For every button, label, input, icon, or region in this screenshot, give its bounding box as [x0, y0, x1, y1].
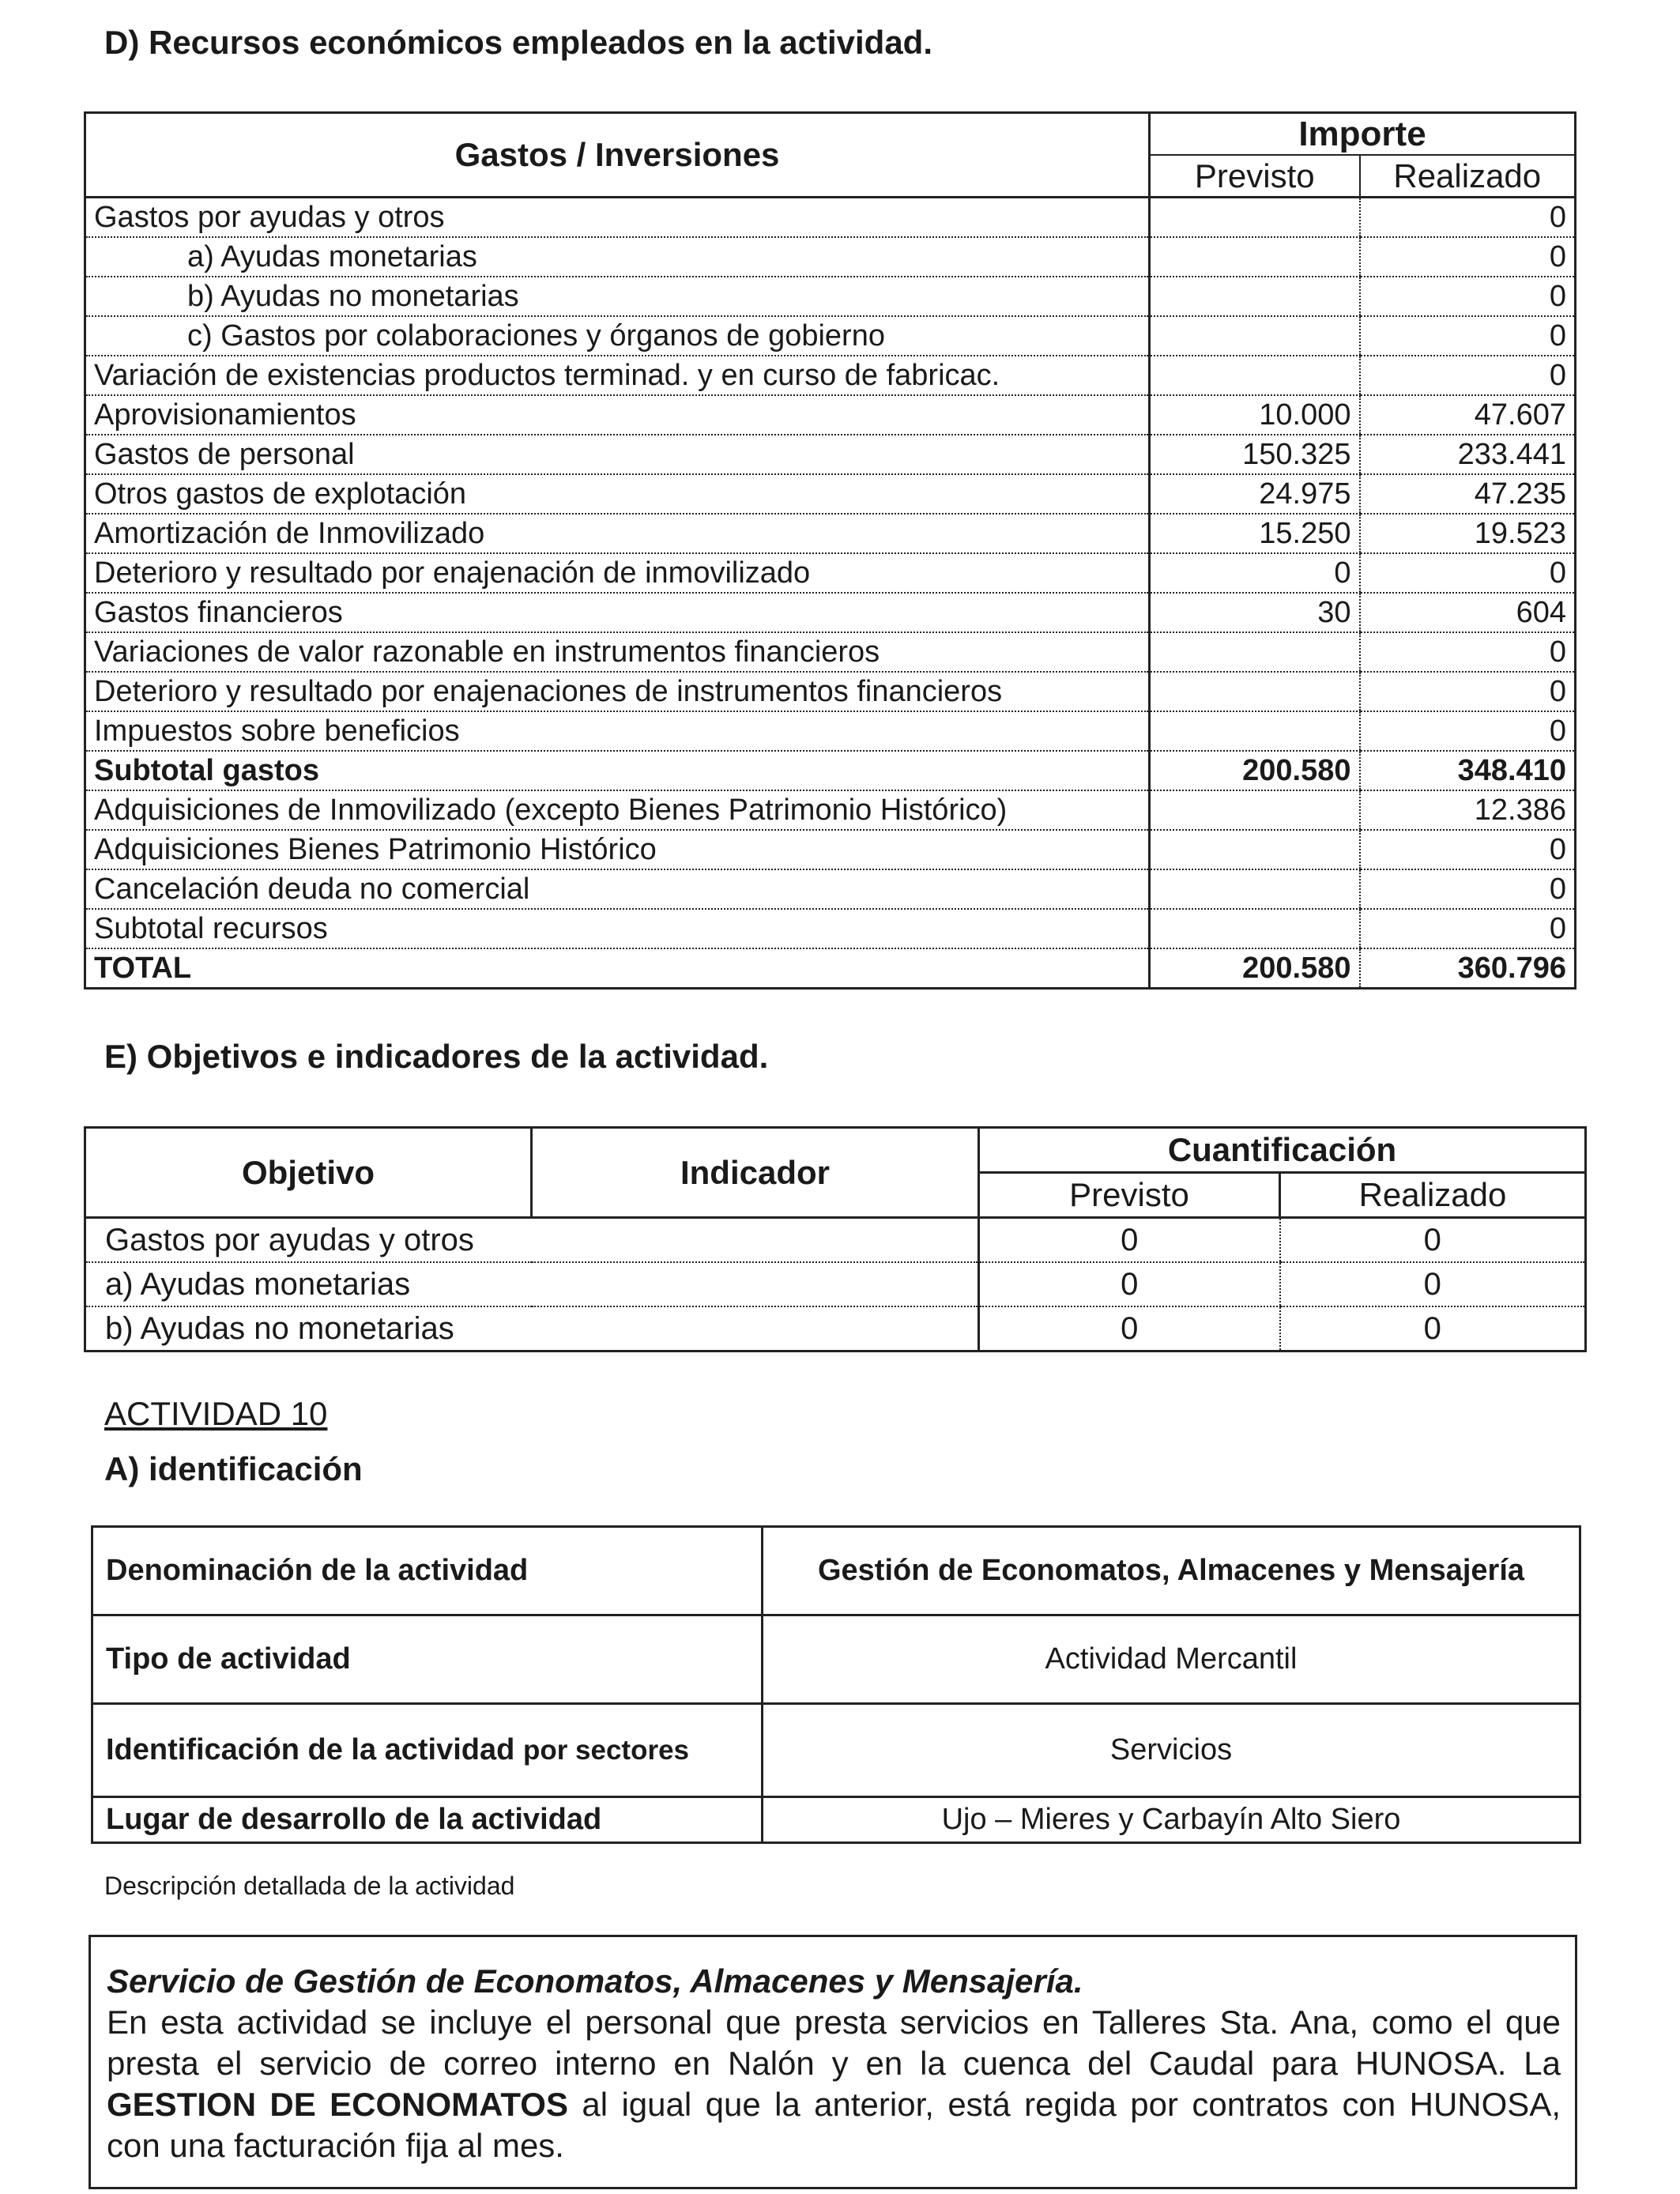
activity-heading: ACTIVIDAD 10	[104, 1395, 328, 1432]
table-row	[85, 909, 1576, 948]
header-previsto: Previsto	[1150, 155, 1360, 198]
objective-realizado: 0	[1280, 1306, 1586, 1351]
description-text-1: En esta actividad se incluye el personal que presta servicios en Talleres Sta. Ana, como el que presta el servicio de correo interno en Nalón y en la cuenca del Caudal para HUNOSA. La	[107, 2004, 1561, 2082]
table-row	[85, 1218, 1586, 1263]
activity-subheading: A) identificación	[104, 1450, 363, 1487]
table-row	[85, 869, 1576, 909]
row-previsto	[1150, 672, 1360, 711]
row-label: b) Ayudas no monetarias	[85, 277, 1150, 316]
description-text-bold: GESTION DE ECONOMATOS	[107, 2086, 568, 2123]
row-previsto	[1150, 632, 1360, 672]
row-label: Impuestos sobre beneficios	[85, 711, 1150, 751]
table-row	[85, 277, 1576, 316]
row-label: Adquisiciones de Inmovilizado (excepto Bienes Patrimonio Histórico)	[85, 790, 1150, 830]
table-row	[85, 632, 1576, 672]
row-realizado: 12.386	[1360, 790, 1576, 830]
table-row	[85, 948, 1576, 989]
row-realizado: 233.441	[1360, 435, 1576, 474]
table-row	[85, 553, 1576, 593]
row-previsto	[1150, 237, 1360, 277]
row-label: c) Gastos por colaboraciones y órganos de gobierno	[85, 316, 1150, 356]
header-realizado: Realizado	[1360, 155, 1576, 198]
table-row	[85, 790, 1576, 830]
objective-label: b) Ayudas no monetarias	[85, 1306, 979, 1351]
row-label: Gastos financieros	[85, 593, 1150, 632]
description-label: Descripción detallada de la actividad	[104, 1872, 515, 1900]
row-previsto: 200.580	[1150, 948, 1360, 989]
row-realizado: 0	[1360, 553, 1576, 593]
row-previsto	[1150, 316, 1360, 356]
row-previsto: 24.975	[1150, 474, 1360, 514]
value-identificacion: Servicios	[763, 1704, 1580, 1797]
row-realizado: 0	[1360, 909, 1576, 948]
row-realizado: 0	[1360, 711, 1576, 751]
description-title: Servicio de Gestión de Economatos, Almacenes y Mensajería.	[107, 1962, 1083, 2000]
objective-previsto: 0	[979, 1262, 1280, 1306]
header-e-previsto: Previsto	[979, 1173, 1280, 1218]
activity-identification-table	[91, 1525, 1581, 1844]
row-label: Gastos por ayudas y otros	[85, 198, 1150, 238]
row-realizado: 0	[1360, 672, 1576, 711]
row-realizado: 0	[1360, 277, 1576, 316]
row-realizado: 360.796	[1360, 948, 1576, 989]
description-text	[107, 2002, 1561, 2166]
table-row	[85, 356, 1576, 395]
objective-previsto: 0	[979, 1306, 1280, 1351]
label-tipo: Tipo de actividad	[92, 1615, 763, 1704]
table-row	[85, 672, 1576, 711]
table-row	[85, 1262, 1586, 1306]
table-row	[85, 514, 1576, 553]
table-row	[85, 711, 1576, 751]
row-previsto: 30	[1150, 593, 1360, 632]
row-realizado: 0	[1360, 830, 1576, 869]
row-previsto	[1150, 909, 1360, 948]
row-previsto	[1150, 790, 1360, 830]
header-indicador: Indicador	[532, 1128, 979, 1218]
row-label: Aprovisionamientos	[85, 395, 1150, 435]
row-previsto	[1150, 356, 1360, 395]
header-e-realizado: Realizado	[1280, 1173, 1586, 1218]
row-label: Amortización de Inmovilizado	[85, 514, 1150, 553]
objective-realizado: 0	[1280, 1262, 1586, 1306]
row-previsto: 150.325	[1150, 435, 1360, 474]
row-label: Subtotal recursos	[85, 909, 1150, 948]
row-realizado: 0	[1360, 869, 1576, 909]
row-label: Deterioro y resultado por enajenaciones de instrumentos financieros	[85, 672, 1150, 711]
table-row	[85, 474, 1576, 514]
row-realizado: 604	[1360, 593, 1576, 632]
row-previsto	[1150, 198, 1360, 238]
table-row	[85, 237, 1576, 277]
table-row	[85, 830, 1576, 869]
row-previsto	[1150, 711, 1360, 751]
section-e-title: E) Objetivos e indicadores de la actividad.	[104, 1038, 769, 1075]
row-realizado: 348.410	[1360, 751, 1576, 790]
row-realizado: 0	[1360, 198, 1576, 238]
row-label: a) Ayudas monetarias	[85, 237, 1150, 277]
row-label: Deterioro y resultado por enajenación de inmovilizado	[85, 553, 1150, 593]
value-denominacion: Gestión de Economatos, Almacenes y Mensajería	[763, 1527, 1580, 1615]
header-importe: Importe	[1150, 113, 1576, 156]
economic-resources-table	[84, 111, 1576, 990]
objectives-table	[84, 1126, 1587, 1352]
label-denominacion: Denominación de la actividad	[92, 1527, 763, 1615]
row-previsto	[1150, 869, 1360, 909]
row-previsto	[1150, 277, 1360, 316]
header-gastos-inversiones: Gastos / Inversiones	[85, 113, 1150, 198]
row-label: Variaciones de valor razonable en instrumentos financieros	[85, 632, 1150, 672]
row-realizado: 47.235	[1360, 474, 1576, 514]
row-realizado: 0	[1360, 316, 1576, 356]
value-lugar: Ujo – Mieres y Carbayín Alto Siero	[763, 1797, 1580, 1843]
table-row	[85, 593, 1576, 632]
row-label: Cancelación deuda no comercial	[85, 869, 1150, 909]
label-identificacion-main: Identificación de la actividad	[106, 1733, 515, 1766]
section-d-title: D) Recursos económicos empleados en la actividad.	[104, 24, 933, 61]
row-label: TOTAL	[85, 948, 1150, 989]
table-row	[85, 435, 1576, 474]
row-label: Subtotal gastos	[85, 751, 1150, 790]
row-realizado: 47.607	[1360, 395, 1576, 435]
label-lugar: Lugar de desarrollo de la actividad	[92, 1797, 763, 1843]
row-label: Adquisiciones Bienes Patrimonio Histórico	[85, 830, 1150, 869]
value-tipo: Actividad Mercantil	[763, 1615, 1580, 1704]
objective-realizado: 0	[1280, 1218, 1586, 1263]
row-label: Gastos de personal	[85, 435, 1150, 474]
description-text-2: al igual que la anterior, está regida por contratos con HUNOSA, con una facturación fija al mes.	[107, 2086, 1561, 2164]
label-identificacion	[92, 1704, 763, 1797]
row-realizado: 0	[1360, 632, 1576, 672]
header-objetivo: Objetivo	[85, 1128, 532, 1218]
row-label: Otros gastos de explotación	[85, 474, 1150, 514]
table-row	[85, 1306, 1586, 1351]
table-row	[85, 198, 1576, 238]
label-identificacion-suffix: por sectores	[522, 1735, 690, 1766]
row-realizado: 0	[1360, 356, 1576, 395]
table-row	[85, 751, 1576, 790]
objective-label: Gastos por ayudas y otros	[85, 1218, 979, 1263]
row-previsto: 15.250	[1150, 514, 1360, 553]
header-cuantificacion: Cuantificación	[979, 1128, 1586, 1173]
objective-previsto: 0	[979, 1218, 1280, 1263]
description-box	[89, 1935, 1577, 2189]
row-realizado: 19.523	[1360, 514, 1576, 553]
row-previsto: 200.580	[1150, 751, 1360, 790]
row-label: Variación de existencias productos terminad. y en curso de fabricac.	[85, 356, 1150, 395]
table-row	[85, 395, 1576, 435]
row-previsto: 10.000	[1150, 395, 1360, 435]
row-previsto	[1150, 830, 1360, 869]
row-previsto: 0	[1150, 553, 1360, 593]
row-realizado: 0	[1360, 237, 1576, 277]
objective-label: a) Ayudas monetarias	[85, 1262, 979, 1306]
table-row	[85, 316, 1576, 356]
